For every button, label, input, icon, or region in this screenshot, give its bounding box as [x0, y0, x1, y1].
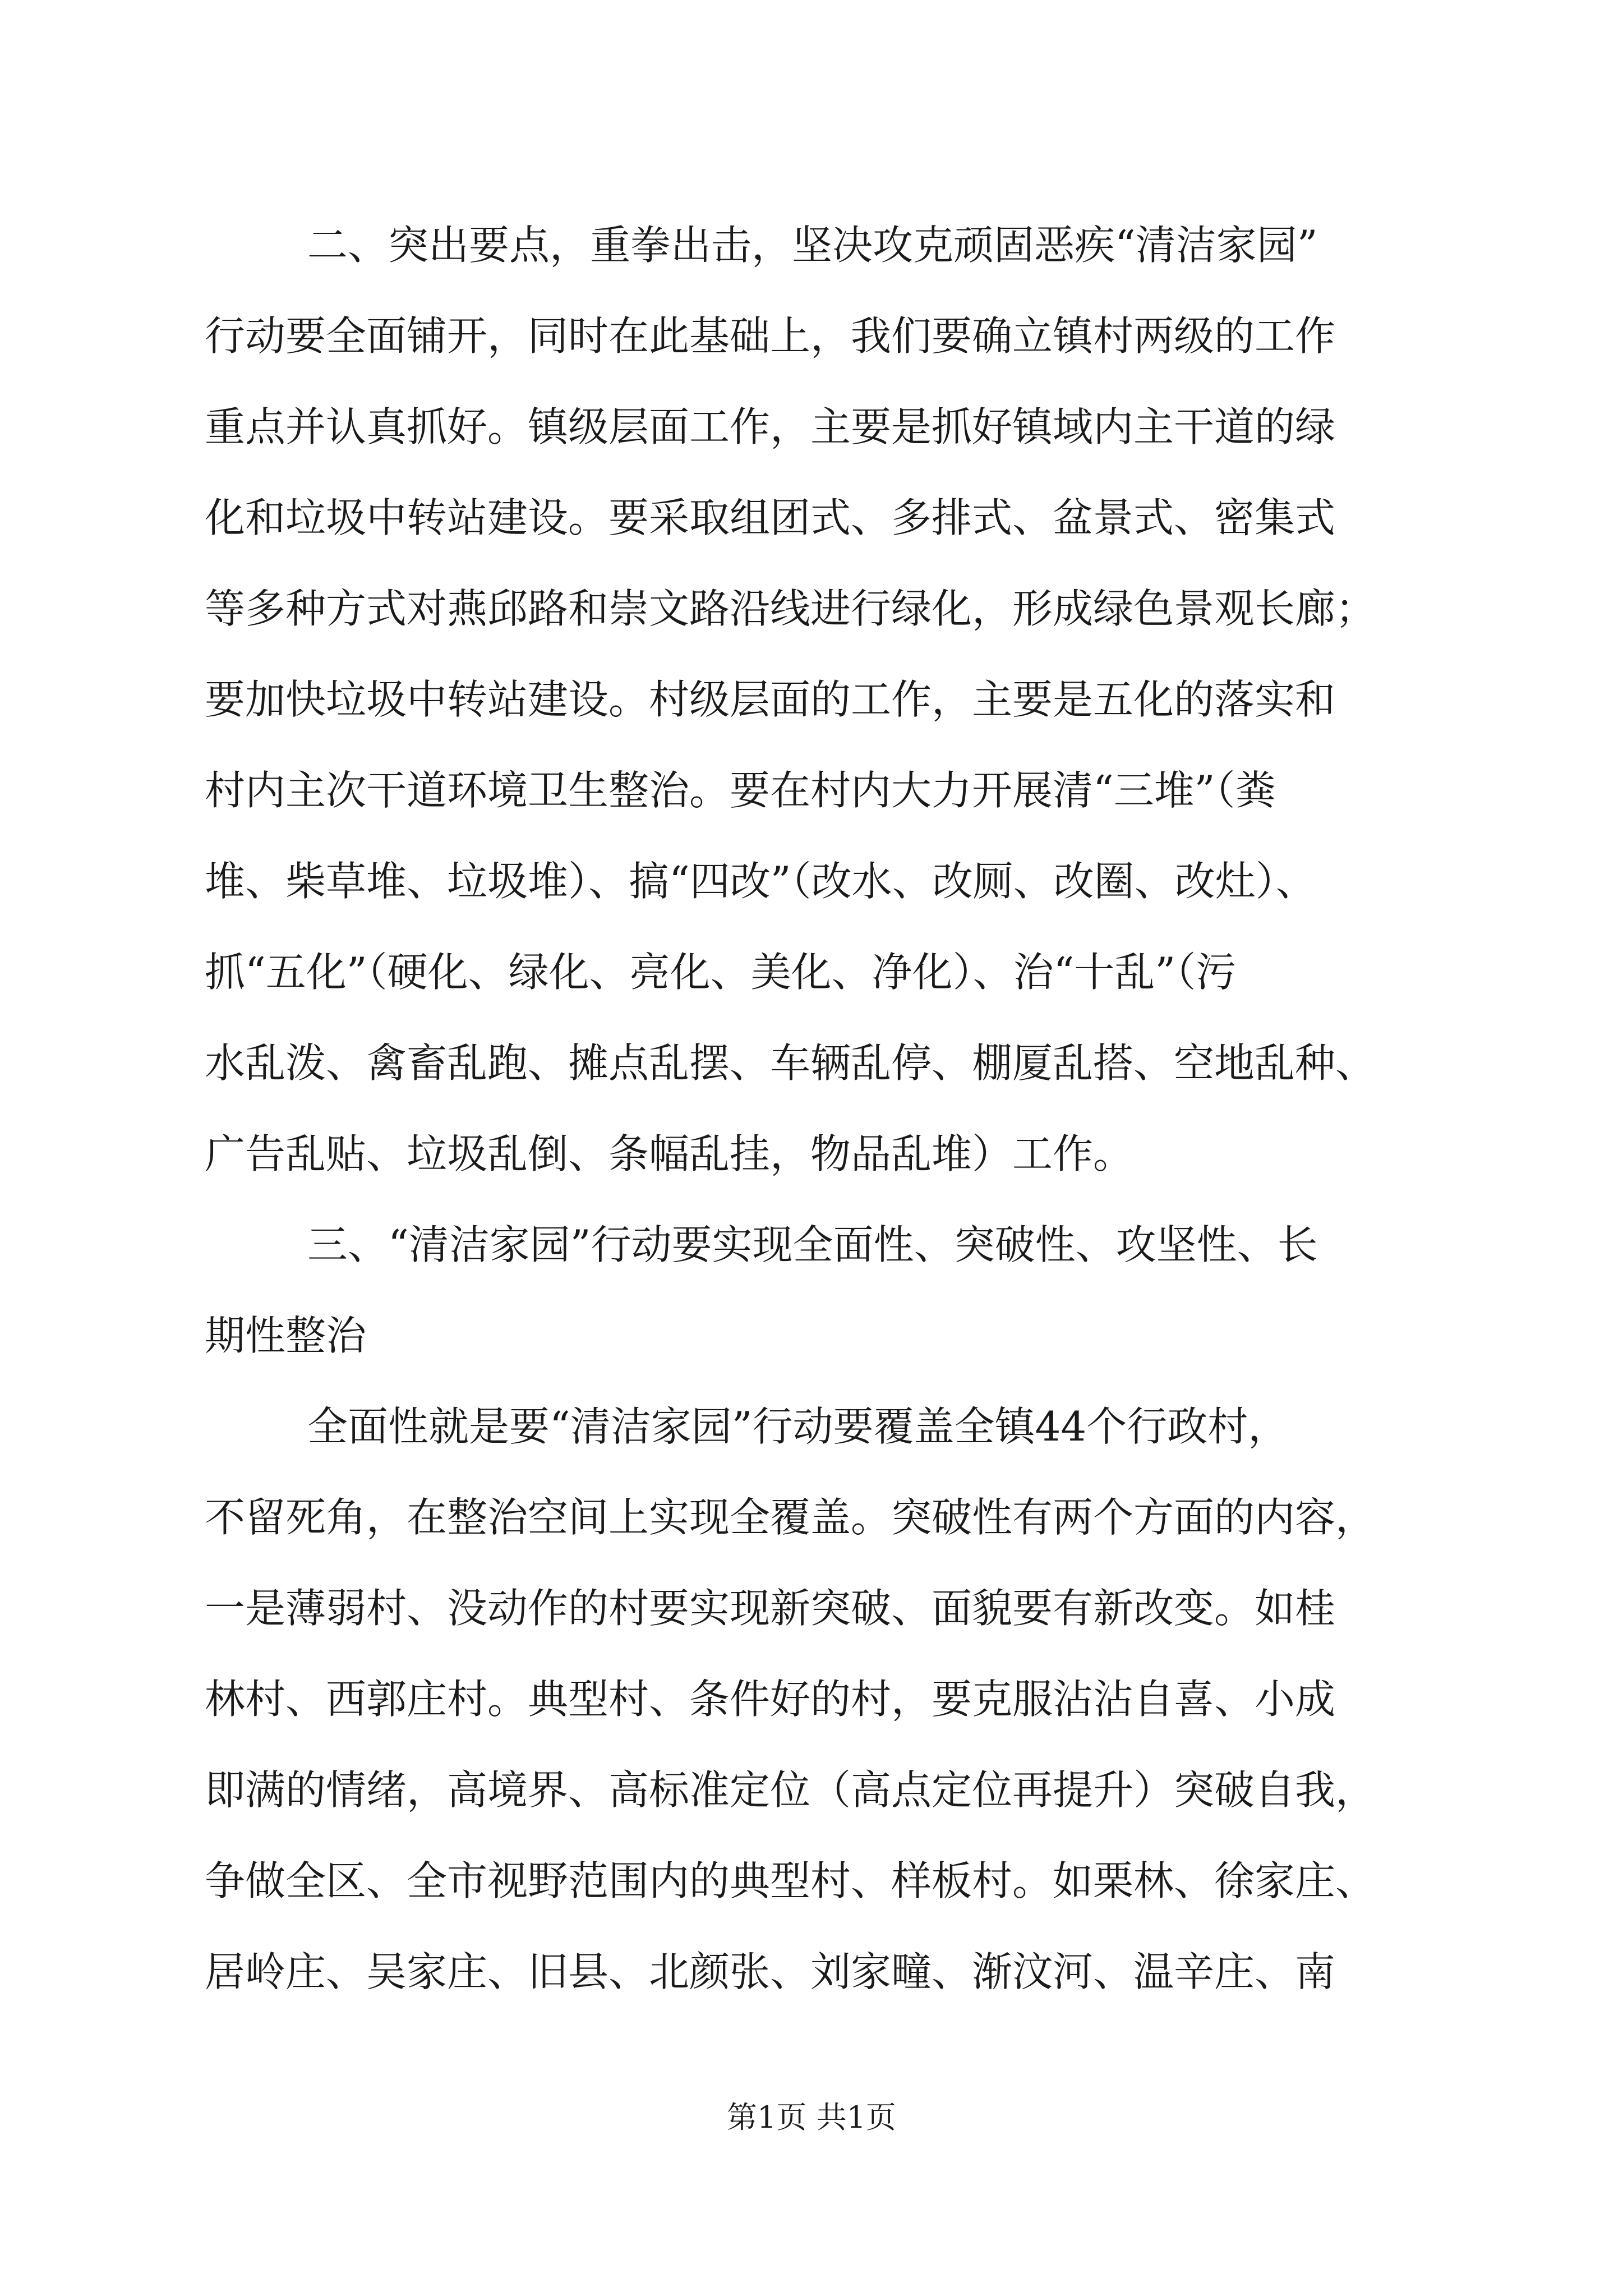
text-line: 化和垃圾中转站建设。要采取组团式、多排式、盆景式、密集式 — [205, 494, 1336, 541]
text-line: 等多种方式对燕邱路和崇文路沿线进行绿化，形成绿色景观长廊； — [205, 585, 1376, 632]
text-line: 堆、柴草堆、垃圾堆）、搞“四改”（改水、改厕、改圈、改灶）、 — [205, 858, 1316, 905]
text-line: 不留死角，在整治空间上实现全覆盖。突破性有两个方面的内容， — [205, 1494, 1376, 1541]
text-line: 争做全区、全市视野范围内的典型村、样板村。如栗林、徐家庄、 — [205, 1857, 1376, 1904]
text-line: 即满的情绪，高境界、高标准定位（高点定位再提升）突破自我， — [205, 1766, 1376, 1814]
page-number-footer: 第1页 共1页 — [727, 2100, 896, 2135]
text-line: 重点并认真抓好。镇级层面工作，主要是抓好镇域内主干道的绿 — [205, 403, 1336, 450]
section-heading-continued: 期性整治 — [205, 1312, 367, 1359]
text-line: 一是薄弱村、没动作的村要实现新突破、面貌要有新改变。如桂 — [205, 1585, 1336, 1632]
text-line: 林村、西郭庄村。典型村、条件好的村，要克服沾沾自喜、小成 — [205, 1676, 1336, 1723]
text-line: 居岭庄、吴家庄、旧县、北颜张、刘家疃、渐汶河、温辛庄、南 — [205, 1948, 1336, 1995]
text-line: 要加快垃圾中转站建设。村级层面的工作，主要是五化的落实和 — [205, 676, 1336, 723]
text-line: 全面性就是要“清洁家园”行动要覆盖全镇44个行政村， — [307, 1403, 1289, 1450]
section-heading: 三、“清洁家园”行动要实现全面性、突破性、攻坚性、长 — [307, 1221, 1318, 1268]
text-line: 广告乱贴、垃圾乱倒、条幅乱挂，物品乱堆）工作。 — [205, 1130, 1134, 1177]
text-line: 村内主次干道环境卫生整治。要在村内大力开展清“三堆”（粪 — [205, 767, 1276, 814]
text-line: 行动要全面铺开，同时在此基础上，我们要确立镇村两级的工作 — [205, 312, 1336, 360]
text-line: 抓“五化”（硬化、绿化、亮化、美化、净化）、治“十乱”（污 — [205, 949, 1237, 996]
text-line: 二、突出要点，重拳出击，坚决攻克顽固恶疾“清洁家园” — [307, 222, 1318, 269]
text-line: 水乱泼、禽畜乱跑、摊点乱摆、车辆乱停、棚厦乱搭、空地乱种、 — [205, 1039, 1376, 1087]
